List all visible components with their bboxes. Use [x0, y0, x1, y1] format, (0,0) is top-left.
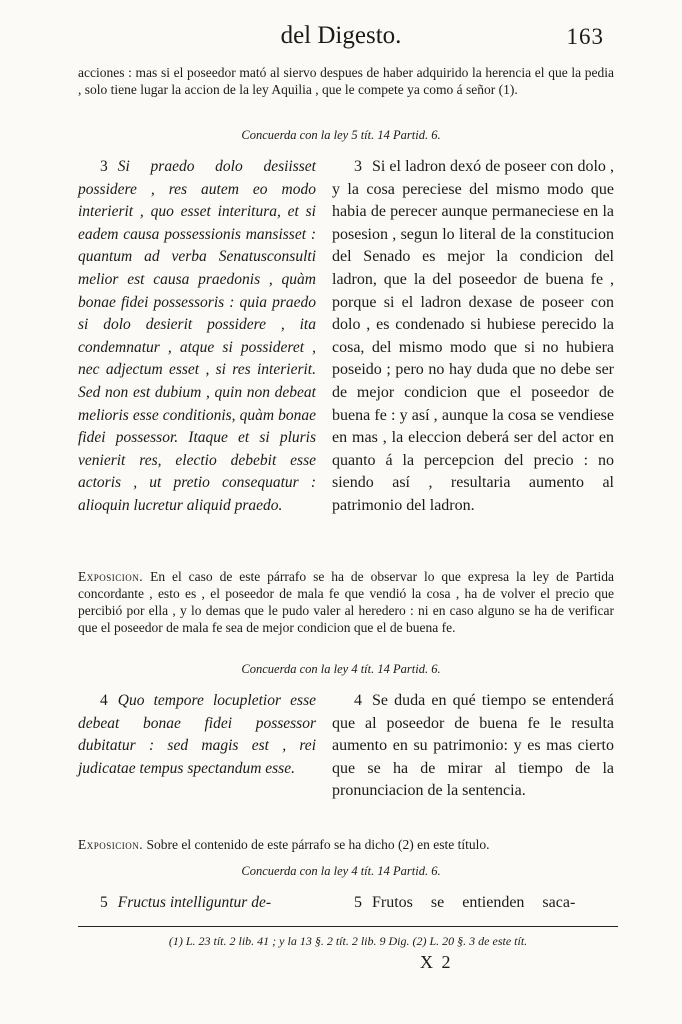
concordance-note: Concuerda con la ley 5 tít. 14 Partid. 6. — [241, 128, 441, 142]
exposicion-paragraph — [78, 836, 614, 853]
footnote-rule — [78, 926, 618, 927]
latin-text: Quo tempore locupletior esse debeat bonae fidei possessor dubitatur : sed magis est , rei judicatae tempus spectandum esse. — [78, 692, 316, 777]
spanish-column-section-3 — [332, 156, 614, 518]
running-header — [0, 22, 682, 56]
footnotes: (1) L. 23 tít. 2 lib. 41 ; y la 13 §. 2 tít. 2 lib. 9 Dig. (2) L. 20 §. 3 de este tít. — [168, 934, 528, 948]
exposicion-label: Exposicion. — [78, 569, 144, 584]
concordance-note: Concuerda con la ley 4 tít. 14 Partid. 6. — [241, 662, 441, 676]
exposicion-text: En el caso de este párrafo se ha de observar lo que expresa la ley de Partida concordante , esto es , el poseedor de mala fe que vendió la cosa , ha de volver el precio que percibió por ella , y lo demas que le pudo valer al heredero : ni en caso alguno se ha de verificar que el poseedor de mala fe sea de mejor condicion que el de buena fe. — [78, 569, 615, 635]
section-number: 3 — [100, 158, 108, 175]
section-number: 3 — [354, 158, 362, 175]
exposicion-paragraph — [78, 568, 614, 636]
spanish-text: Frutos se entienden saca- — [372, 894, 576, 911]
signature-mark: X 2 — [420, 952, 453, 972]
exposicion-label: Exposicion. — [78, 837, 144, 852]
latin-text: Si praedo dolo desiisset possidere , res autem eo modo interierit , quo esset interitura, et si eadem causa possessionis mansisset : quantum ad verba Senatusconsulti melior est causa praedonis , quàm bonae fidei possessoris : quia praedo si dolo desierit possidere , ita condemnatur , atque si possideret , nec adjectum esset , si res interierit. Sed non est dubium , quin non debeat melioris esse conditionis, quàm bonae fidei possessor. Itaque et si pluris venierit res, electio debebit esse actoris , ut pretio consequatur : alioquin lucretur aliquid praedo. — [78, 158, 316, 514]
latin-column-section-4 — [78, 690, 316, 780]
latin-text: Fructus intelliguntur de- — [117, 894, 272, 911]
exposicion-text: Sobre el contenido de este párrafo se ha dicho (2) en este título. — [146, 837, 490, 852]
section-number: 4 — [100, 692, 108, 709]
section-number: 5 — [354, 894, 362, 911]
spanish-text: Se duda en qué tiempo se entenderá que al poseedor de buena fe le resulta aumento en su patrimonio: y es mas cierto que se ha de mirar al tiempo de la pronunciacion de la sentencia. — [332, 692, 614, 800]
intro-paragraph: acciones : mas si el poseedor mató al siervo despues de haber adquirido la herencia el que la pedia , solo tiene lugar la accion de la ley Aquilia , que le compete ya como á señor (1). — [78, 65, 614, 97]
latin-column-section-5 — [78, 892, 316, 915]
spanish-column-section-4 — [332, 690, 614, 803]
section-number: 4 — [354, 692, 362, 709]
header-title: del Digesto. — [280, 22, 402, 49]
section-number: 5 — [100, 894, 108, 911]
spanish-text: Si el ladron dexó de poseer con dolo , y la cosa pereciese del mismo modo que habia de perecer aunque permaneciese en la posesion , segun lo literal de la constitucion del Senado es mejor la condicion del ladron, que la del poseedor de buena fe , porque si el ladron dexase de poseer con dolo , es condenado si hubiese perecido la cosa, del mismo modo que si no hubiera poseido ; pero no hay duda que no debe ser de mejor condicion que el poseedor de buena fe : y así , aunque la cosa se vendiese en mas , la eleccion deberá ser del actor en quanto á la percepcion del precio : no siendo así , resultaria aumento al patrimonio del ladron. — [332, 158, 614, 514]
page-number: 163 — [566, 24, 604, 49]
concordance-note: Concuerda con la ley 4 tít. 14 Partid. 6. — [241, 864, 441, 878]
spanish-column-section-5 — [332, 892, 614, 915]
latin-column-section-3 — [78, 156, 316, 518]
